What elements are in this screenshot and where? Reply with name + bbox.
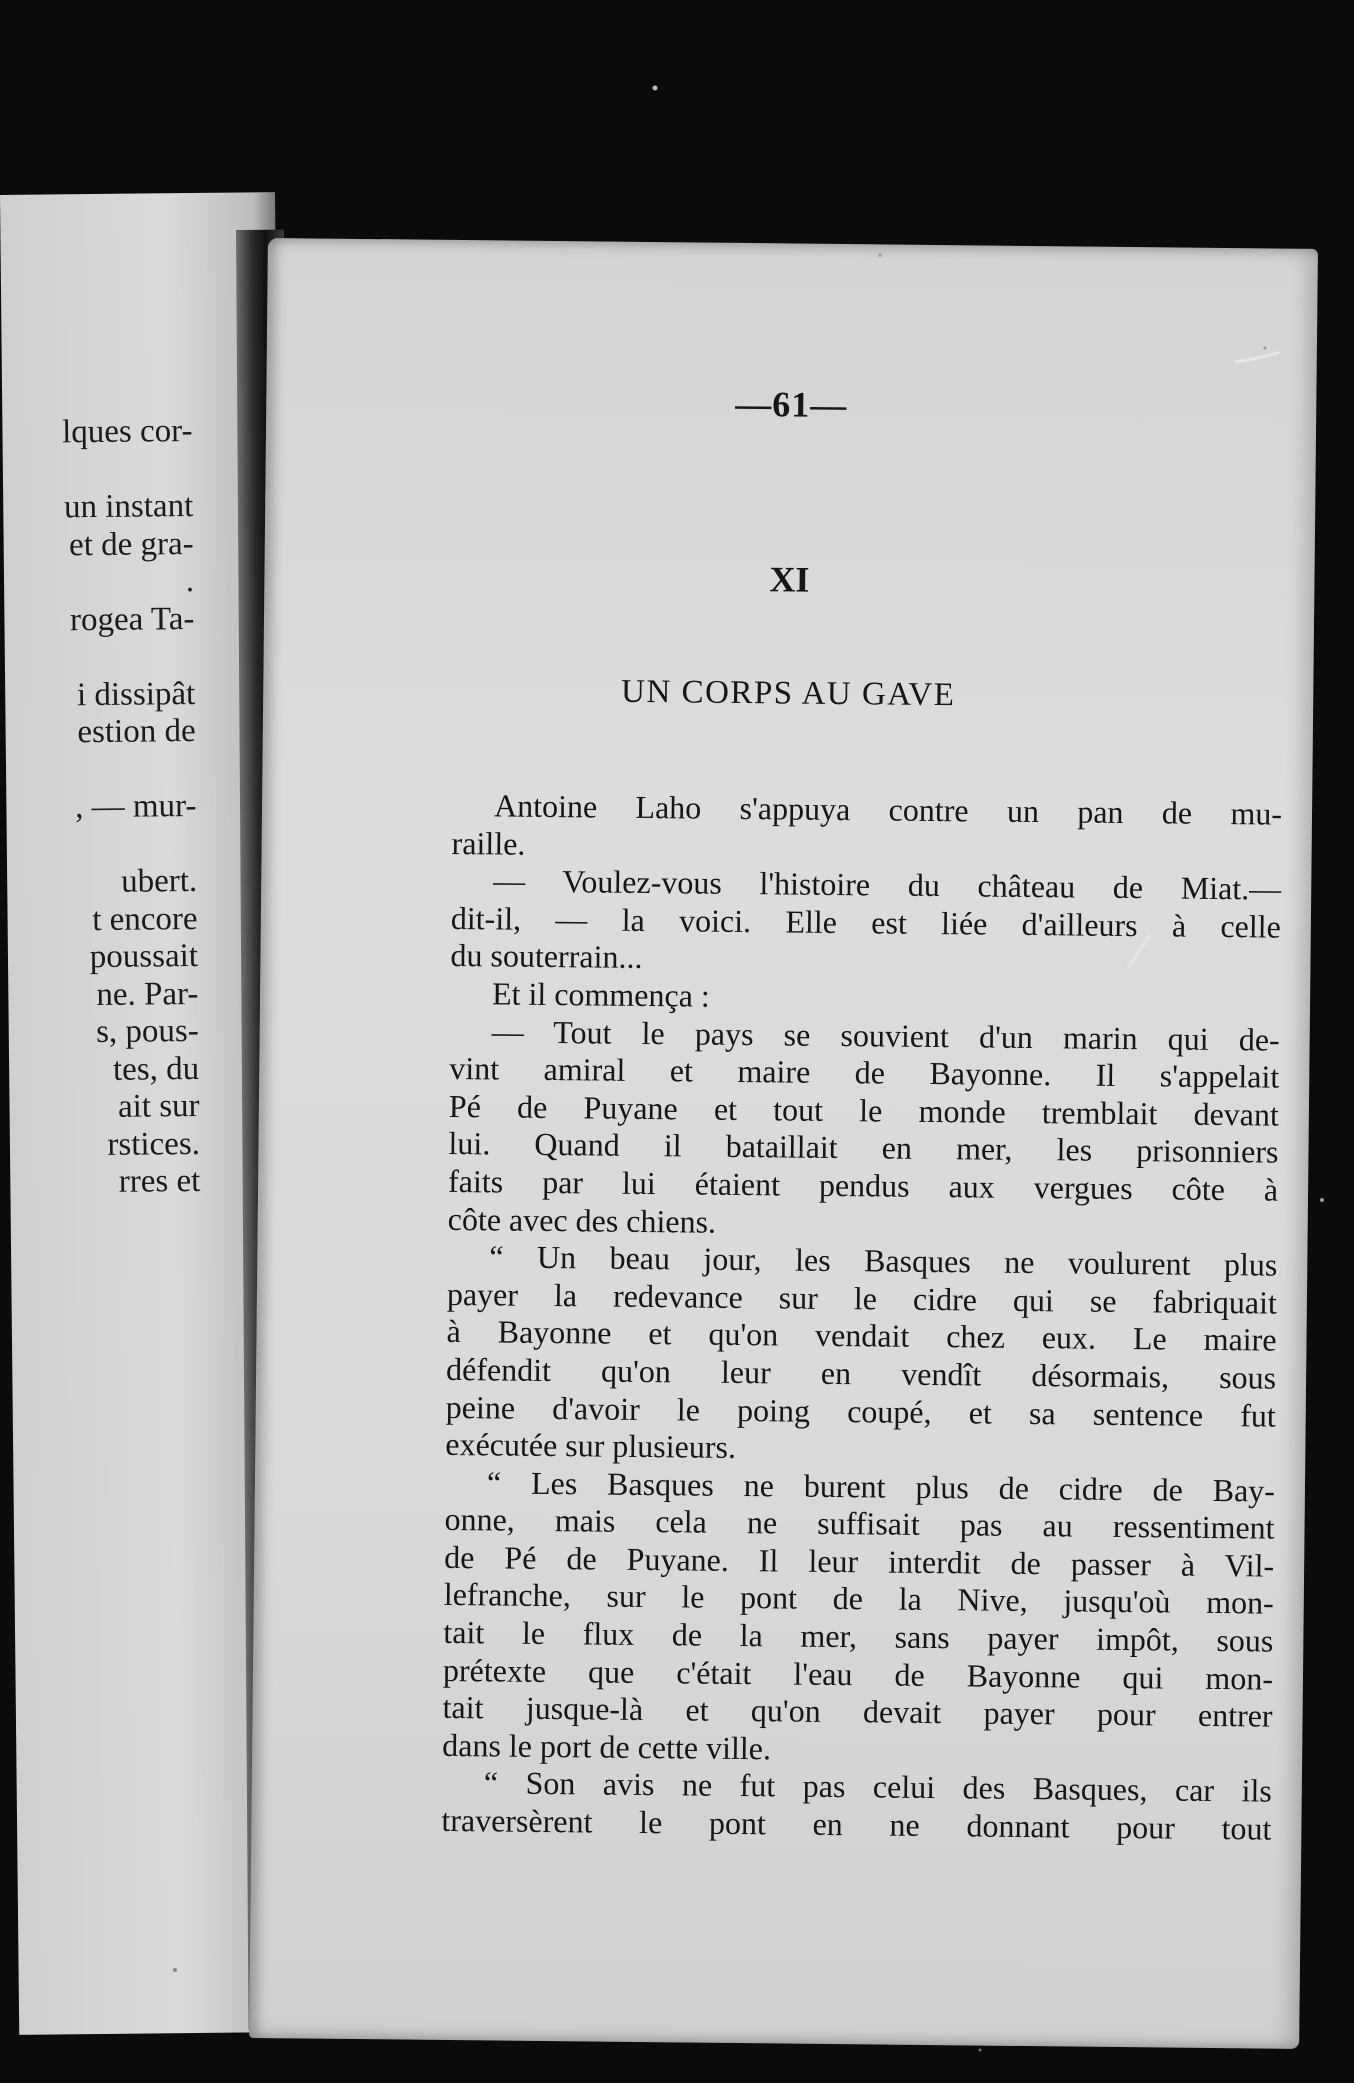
body-line: “ Un beau jour, les Basques ne voulurent plus <box>489 1238 1278 1283</box>
previous-page-line <box>5 638 195 677</box>
previous-page-line: ubert. <box>120 862 198 900</box>
body-line: onne, mais cela ne suffisait pas au ressentiment <box>444 1501 1275 1546</box>
previous-page-line: rstices. <box>107 1125 201 1163</box>
body-line: prétexte que c'était l'eau de Bayonne qui mon- <box>442 1651 1274 1697</box>
previous-page-line: estion de <box>77 712 196 751</box>
body-line: Pé de Puyane et tout le monde tremblait devant <box>448 1087 1280 1133</box>
body-line: peine d'avoir le poing coupé, et sa sentence fut <box>445 1388 1276 1434</box>
body-line: à Bayonne et qu'on vendait chez eux. Le maire <box>446 1313 1277 1358</box>
body-line: — Tout le pays se souvient d'un marin qui de- <box>491 1012 1280 1058</box>
body-line: de Pé de Puyane. Il leur interdit de passer à Vil- <box>444 1538 1275 1584</box>
body-line: Et il commença : <box>491 975 710 1014</box>
body-line: dit-il, — la voici. Elle est liée d'ailleurs à celle <box>450 899 1282 945</box>
previous-page-line: ne. Par- <box>96 975 199 1013</box>
previous-page-text <box>2 413 200 1202</box>
body-line: vint amiral et maire de Bayonne. Il s'appelait <box>449 1050 1280 1095</box>
body-line: Antoine Laho s'appuya contre un pan de mu- <box>493 787 1283 832</box>
body-line: dans le port de cette ville. <box>442 1726 772 1767</box>
previous-page-line: un instant <box>63 487 194 526</box>
body-line: “ Les Basques ne burent plus de cidre de Bay- <box>486 1464 1276 1509</box>
previous-page-line: et de gra- <box>68 525 194 563</box>
previous-page-line: s, pous- <box>95 1012 199 1051</box>
body-line: côte avec des chiens. <box>447 1200 717 1240</box>
chapter-title: UN CORPS AU GAVE <box>620 673 956 714</box>
previous-page-line: , — mur- <box>74 787 197 826</box>
body-line: payer la redevance sur le cidre qui se fabriquait <box>446 1275 1278 1321</box>
body-line: exécutée sur plusieurs. <box>445 1426 737 1466</box>
previous-page-line <box>3 450 193 489</box>
body-line: défendit qu'on leur en vendît désormais, sous <box>445 1350 1277 1396</box>
previous-page-line: tes, du <box>112 1050 200 1088</box>
chapter-number: XI <box>769 559 810 600</box>
page-body-text <box>251 785 1312 1849</box>
previous-page-line: . <box>185 562 195 600</box>
previous-page-line: rres et <box>118 1162 201 1200</box>
previous-page-line: t encore <box>92 900 198 938</box>
body-line: lui. Quand il bataillait en mer, les prisonniers <box>448 1125 1279 1170</box>
previous-page-line <box>7 825 197 864</box>
current-page <box>249 238 1318 2049</box>
body-line: faits par lui étaient pendus aux vergues côte à <box>447 1162 1279 1208</box>
body-line: tait jusque-là et qu'on devait payer pour entrer <box>442 1689 1273 1734</box>
body-line: — Voulez-vous l'histoire du château de Miat.— <box>493 862 1282 907</box>
body-line: traversèrent le pont en ne donnant pour tout <box>441 1801 1272 1847</box>
previous-page-line <box>6 750 196 789</box>
previous-page-line: rogea Ta- <box>69 600 195 638</box>
previous-page-line: i dissipât <box>76 675 196 713</box>
body-line: raille. <box>451 824 526 862</box>
previous-page-line: poussait <box>89 937 199 976</box>
previous-page-line: lques cor- <box>61 412 193 451</box>
body-line: tait le flux de la mer, sans payer impôt, sous <box>443 1613 1274 1659</box>
previous-page-line: ait sur <box>117 1087 200 1125</box>
body-line: du souterrain... <box>450 937 643 976</box>
body-line: “ Son avis ne fut pas celui des Basques, car ils <box>483 1764 1272 1810</box>
page-number: —61— <box>735 383 848 426</box>
body-line: lefranche, sur le pont de la Nive, jusqu'où mon- <box>443 1576 1274 1622</box>
